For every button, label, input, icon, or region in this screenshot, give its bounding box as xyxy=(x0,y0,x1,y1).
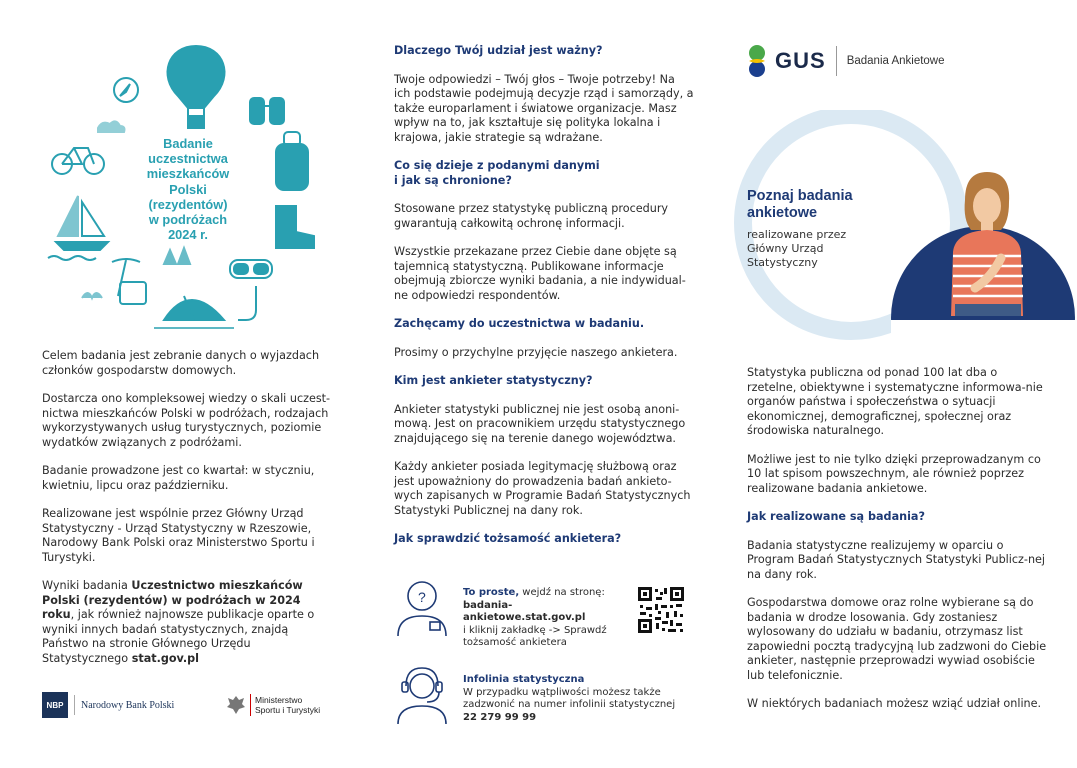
paragraph: Ankieter statystyki publicznej nie jest osobą anoni-mową. Jest on pracownikiem urzędu statystycznego znajdującego się na terenie danego województwa. xyxy=(394,402,686,445)
section-heading: Dlaczego Twój udział jest ważny? xyxy=(394,44,603,57)
pickaxe-icon xyxy=(112,259,140,296)
hotline-headset-icon xyxy=(394,662,450,724)
woman-photo xyxy=(935,170,1035,316)
text: Wyniki badania xyxy=(42,579,132,592)
panel-middle-text xyxy=(394,44,694,547)
trees-icon xyxy=(164,248,190,264)
snorkel-icon xyxy=(238,286,256,320)
paragraph: Prosimy o przychylne przyjęcie naszego ankietera. xyxy=(394,345,678,359)
section-heading: Zachęcamy do uczestnictwa w badaniu. xyxy=(394,317,645,330)
title-line: 2024 r. xyxy=(168,227,208,243)
svg-text:?: ? xyxy=(418,589,426,605)
luggage-icon xyxy=(120,282,146,304)
panel-right-text xyxy=(747,366,1047,712)
section-heading: Jak realizowane są badania? xyxy=(747,510,925,523)
qr-code[interactable] xyxy=(638,587,684,633)
panel-middle xyxy=(370,0,700,768)
paragraph: Każdy ankieter posiada legitymację służbową oraz jest upoważniony do prowadzenia badań ankieto-wych zapisanych w Programie Badań Statystycznych Statystyki Publicznej na dany rok. xyxy=(394,460,691,517)
ministry-line: Sportu i Turystyki xyxy=(255,705,321,715)
sailboat-icon xyxy=(48,196,108,260)
text: wejdź na stronę: xyxy=(519,587,605,598)
binoculars-icon xyxy=(250,98,284,124)
hotline-title: Infolinia statystyczna xyxy=(463,674,585,685)
text: , jak również najnowsze publikacje oparte o wyniki innych badań statystycznych, znajdą Państwo na stronie Głównego Urzędu Statystycznego xyxy=(42,608,315,665)
hero-text xyxy=(747,188,927,270)
survey-website-link[interactable]: badania-ankietowe.stat.gov.pl xyxy=(463,599,586,623)
paragraph: Wszystkie przekazane przez Ciebie dane objęte są tajemnicą statystyczną. Publikowane informacje obejmują zbiorcze wyniki badania, a nie indywidual-ne odpowiedzi respondentów. xyxy=(394,245,686,302)
box-lead: To proste, xyxy=(463,587,520,598)
hero-sub-line: Statystyczny xyxy=(747,256,818,269)
gus-subtitle: Badania Ankietowe xyxy=(846,55,945,67)
gus-wordmark: GUS xyxy=(775,48,826,73)
title-line: uczestnictwa xyxy=(148,151,228,167)
balloon-icon xyxy=(168,46,225,128)
title-line: w podróżach xyxy=(148,212,228,228)
nbp-name: Narodowy Bank Polski xyxy=(81,699,175,711)
nbp-logo xyxy=(42,692,174,718)
paragraph: Celem badania jest zebranie danych o wyjazdach członków gospodarstw domowych. xyxy=(42,349,320,377)
section-heading xyxy=(394,159,694,188)
heading-line: Co się dzieje z podanymi danymi xyxy=(394,159,600,172)
title-line: mieszkańców xyxy=(146,166,230,182)
paragraph: Twoje odpowiedzi – Twój głos – Twoje potrzeby! Na ich podstawie podejmują decyzje rząd i samorządy, a także europarlament i światowe organizacje. Masz wpływ na to, jak kształtuje się polityka lokalna i krajowa, jakie strategie są wdrażane. xyxy=(394,72,694,144)
paragraph: Możliwe jest to nie tylko dzięki przeprowadzanym co 10 lat spisom powszechnym, ale również poprzez realizowane badania ankietowe. xyxy=(747,452,1041,495)
survey-title xyxy=(128,136,248,242)
panel-left-text xyxy=(42,349,332,666)
hero-title-line: ankietowe xyxy=(747,205,818,221)
paragraph: Badanie prowadzone jest co kwartał: w styczniu, kwietniu, lipcu oraz październiku. xyxy=(42,464,315,492)
paragraph: W niektórych badaniach możesz wziąć udział online. xyxy=(747,697,1042,710)
nbp-badge: NBP xyxy=(42,692,68,718)
hero-sub-line: realizowane przez xyxy=(747,228,847,241)
boot-icon xyxy=(276,206,314,248)
section-heading: Kim jest ankieter statystyczny? xyxy=(394,374,593,387)
results-paragraph xyxy=(42,579,332,666)
backpack-icon xyxy=(276,132,308,190)
goggles-icon xyxy=(230,260,272,278)
hotline-phone[interactable]: 22 279 99 99 xyxy=(463,711,537,723)
paragraph: Realizowane jest wspólnie przez Główny Urząd Statystyczny - Urząd Statystyczny w Rzeszowie, Narodowy Bank Polski oraz Ministerstwo Sportu i Turystyki. xyxy=(42,507,315,564)
paragraph: Statystyka publiczna od ponad 100 lat dba o rzetelne, obiektywne i systematyczne informowa-nie organów państwa i społeczeństwa o sytuacji ekonomicznej, demograficznej, społecznej oraz środowiska naturalnego. xyxy=(747,366,1043,437)
plant-icon xyxy=(82,293,102,298)
stat-link[interactable]: stat.gov.pl xyxy=(131,651,200,665)
text: i kliknij zakładkę -> Sprawdź tożsamość ankietera xyxy=(463,624,607,648)
gus-emblem-icon xyxy=(743,44,771,78)
identity-check-box xyxy=(463,587,633,650)
title-line: Polski xyxy=(169,181,207,197)
text: W przypadku wątpliwości możesz także zadzwonić na numer infolinii statystycznej xyxy=(463,686,676,710)
eagle-emblem-icon xyxy=(226,694,246,716)
compass-icon xyxy=(114,78,138,102)
panel-right xyxy=(705,0,1077,768)
section-heading: Jak sprawdzić tożsamość ankietera? xyxy=(394,532,622,545)
hero-title-line: Poznaj badania xyxy=(747,188,853,204)
paragraph: Stosowane przez statystykę publiczną procedury gwarantują całkowitą ochronę informacji. xyxy=(394,202,669,230)
hotline-box xyxy=(463,674,683,724)
ministry-line: Ministerstwo xyxy=(255,695,303,705)
paragraph: Gospodarstwa domowe oraz rolne wybierane są do badania w drodze losowania. Gdy zostaniesz wylosowany do udziału w badaniu, otrzymasz list zapowiedni pocztą tradycyjną lub zadzwoni do Ciebie ankieter, następnie przeprowadzi wywiad osobiście lub telefonicznie. xyxy=(747,596,1047,682)
gus-logo xyxy=(743,44,945,78)
paragraph: Badania statystyczne realizujemy w oparciu o Program Badań Statystycznych Statystyki Publicz-nej na dany rok. xyxy=(747,538,1046,581)
bicycle-icon xyxy=(52,148,104,174)
panel-left xyxy=(0,0,355,768)
person-question-icon xyxy=(394,574,450,636)
paragraph: Dostarcza ono kompleksowej wiedzy o skali uczest-nictwa mieszkańców Polski w podróżach, rodzajach wykorzystywanych usług turystycznych, poziomie wydatków związanych z podróżami. xyxy=(42,392,331,449)
cloud-icon xyxy=(98,121,125,132)
title-line: Badanie xyxy=(163,136,213,151)
tent-icon xyxy=(164,296,224,320)
heading-line: i jak są chronione? xyxy=(394,173,512,187)
title-line: (rezydentów) xyxy=(148,196,228,212)
hero-sub-line: Główny Urząd xyxy=(747,242,824,255)
ministry-logo xyxy=(226,694,320,716)
survey-name: Uczestnictwo mieszkańców Polski (rezydentów) w podróżach w 2024 roku xyxy=(42,579,303,621)
